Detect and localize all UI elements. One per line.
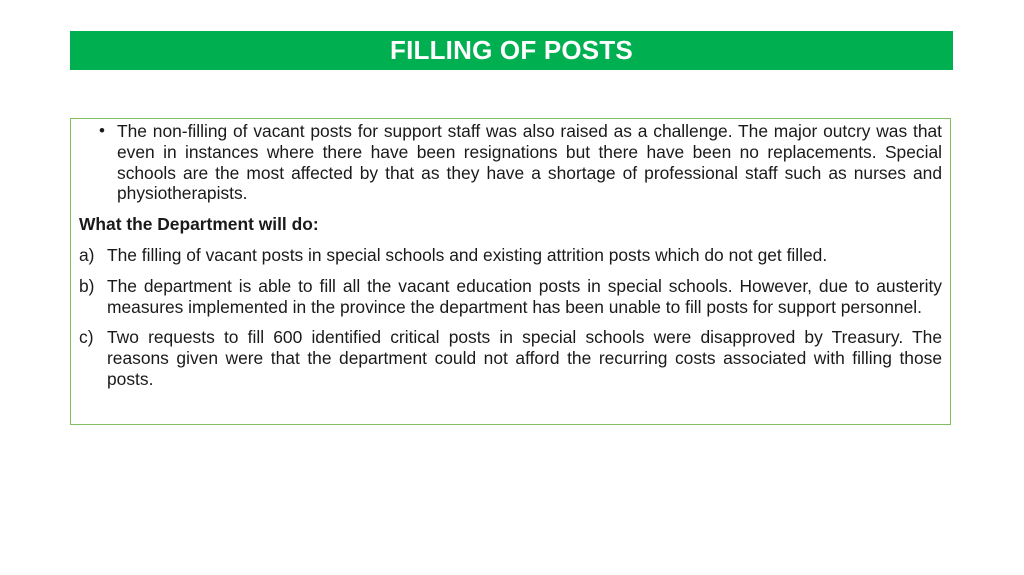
list-item-label: c) bbox=[79, 327, 94, 348]
slide-title: FILLING OF POSTS bbox=[390, 35, 633, 65]
list-item-label: b) bbox=[79, 275, 95, 296]
list-item bbox=[79, 327, 942, 389]
list-item-text: The filling of vacant posts in special schools and existing attrition posts which do not get filled. bbox=[107, 244, 828, 265]
list-item-text: The department is able to fill all the vacant education posts in special schools. However, due to austerity measures implemented in the province the department has been unable to fill posts for support personnel. bbox=[107, 275, 942, 317]
section-heading: What the Department will do: bbox=[79, 214, 319, 235]
list-item bbox=[79, 245, 942, 266]
list-item-text: Two requests to fill 600 identified critical posts in special schools were disapproved by Treasury. The reasons given were that the department could not afford the recurring costs associated with filling those posts. bbox=[107, 327, 942, 389]
list-item bbox=[79, 276, 942, 318]
bullet-icon: • bbox=[99, 121, 105, 140]
bullet-point bbox=[99, 121, 942, 204]
title-bar bbox=[70, 31, 953, 70]
list-item-label: a) bbox=[79, 244, 95, 265]
bullet-text: The non-filling of vacant posts for support staff was also raised as a challenge. The major outcry was that even in instances where there have been resignations but there have been no replacements. Special schools are the most affected by that as they have a shortage of professional staff such as nurses and physiotherapists. bbox=[117, 121, 942, 204]
content-box bbox=[70, 118, 951, 425]
